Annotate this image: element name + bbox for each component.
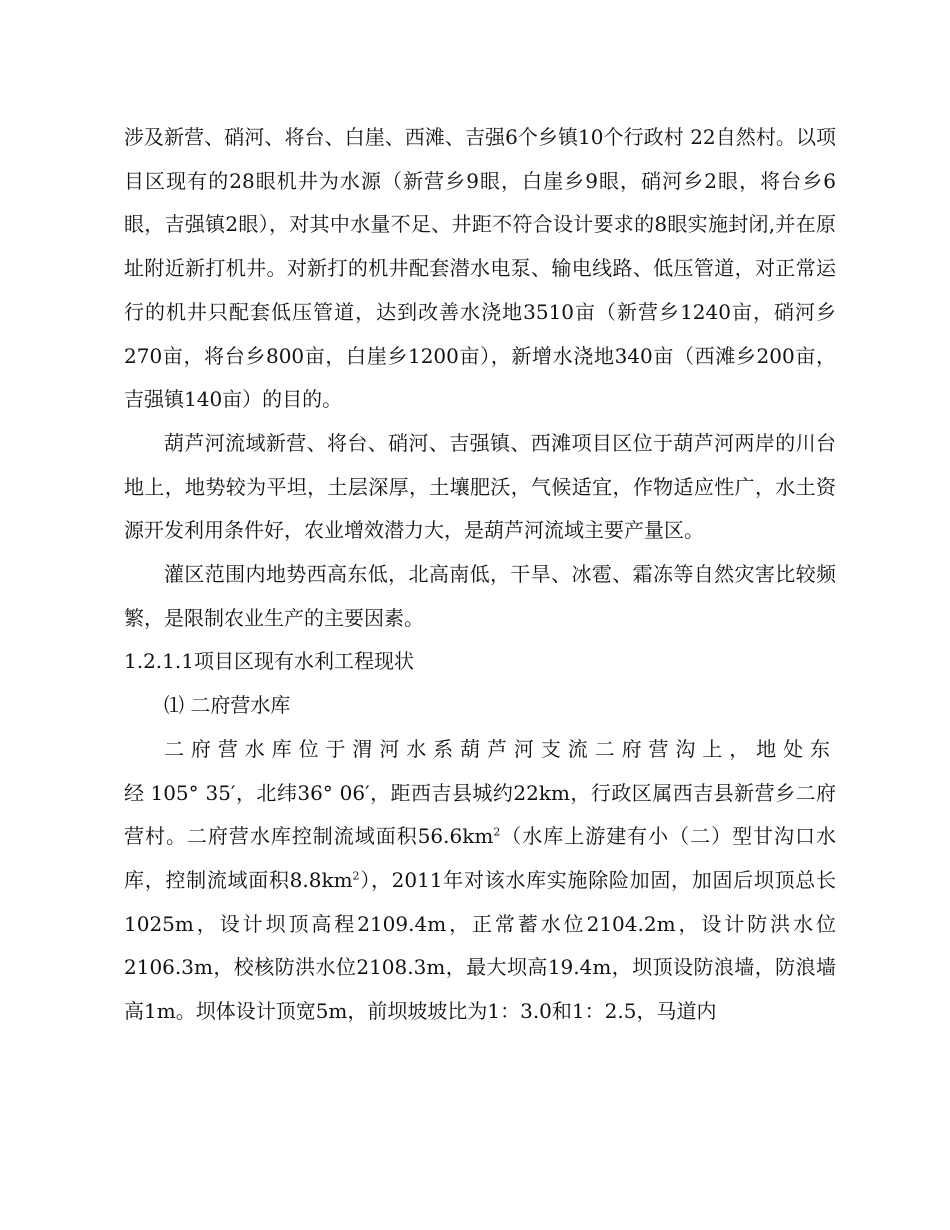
paragraph-erfuying-reservoir xyxy=(124,728,836,1034)
section-heading: 1.2.1.1项目区现有水利工程现状 xyxy=(124,649,414,674)
superscript-area-unit-2: 2 xyxy=(352,869,360,883)
reservoir-text-part3: （水库上游建有小（二）型甘沟口水库，控制流域面积8.8km xyxy=(124,824,836,892)
paragraph-irrigation-terrain: 灌区范围内地势西高东低，北高南低，干旱、冰雹、霜冻等自然灾害比较频繁，是限制农业生产的主要因素。 xyxy=(124,562,836,630)
paragraph-project-scope: 涉及新营、硝河、将台、白崖、西滩、吉强6个乡镇10个行政村 22自然村。以项目区现有的28眼机井为水源（新营乡9眼，白崖乡9眼，硝河乡2眼，将台乡6眼，吉强镇2眼），对其中水量不足、井距不符合设计要求的8眼实施封闭,并在原址附近新打机井。对新打的机井配套潜水电泵、输电线路、低压管道，对正常运行的机井只配套低压管道，达到改善水浇地3510亩（新营乡1240亩，硝河乡270亩，将台乡800亩，白崖乡1200亩），新增水浇地340亩（西滩乡200亩，吉强镇140亩）的目的。 xyxy=(124,125,836,412)
document-body xyxy=(124,116,836,1034)
reservoir-text-part1: 二府营水库位于渭河水系葫芦河支流二府营沟上，地处东经 xyxy=(124,736,836,805)
reservoir-text-part2: 105° 35′，北纬36° 06′，距西吉县城约22km，行政区属西吉县新营乡二府营村。二府营水库控制流域面积56.6km xyxy=(124,780,837,849)
reservoir-text-part4: ），2011年对该水库实施除险加固，加固后坝顶总长1025m，设计坝顶高程2109.4m，正常蓄水位2104.2m，设计防洪水位2106.3m，校核防洪水位2108.3m，最大坝高19.4m，坝顶设防浪墙，防浪墙高1m。坝体设计顶宽5m，前坝坡坡比为1：3.0和1：2.5，马道内 xyxy=(124,867,836,1024)
subsection-heading: ⑴ 二府营水库 xyxy=(164,693,291,718)
superscript-area-unit: 2 xyxy=(493,825,501,839)
paragraph-hulu-river-area: 葫芦河流域新营、将台、硝河、吉强镇、西滩项目区位于葫芦河两岸的川台地上，地势较为平坦，土层深厚，土壤肥沃，气候适宜，作物适应性广，水土资源开发利用条件好，农业增效潜力大，是葫芦河流域主要产量区。 xyxy=(124,430,836,543)
